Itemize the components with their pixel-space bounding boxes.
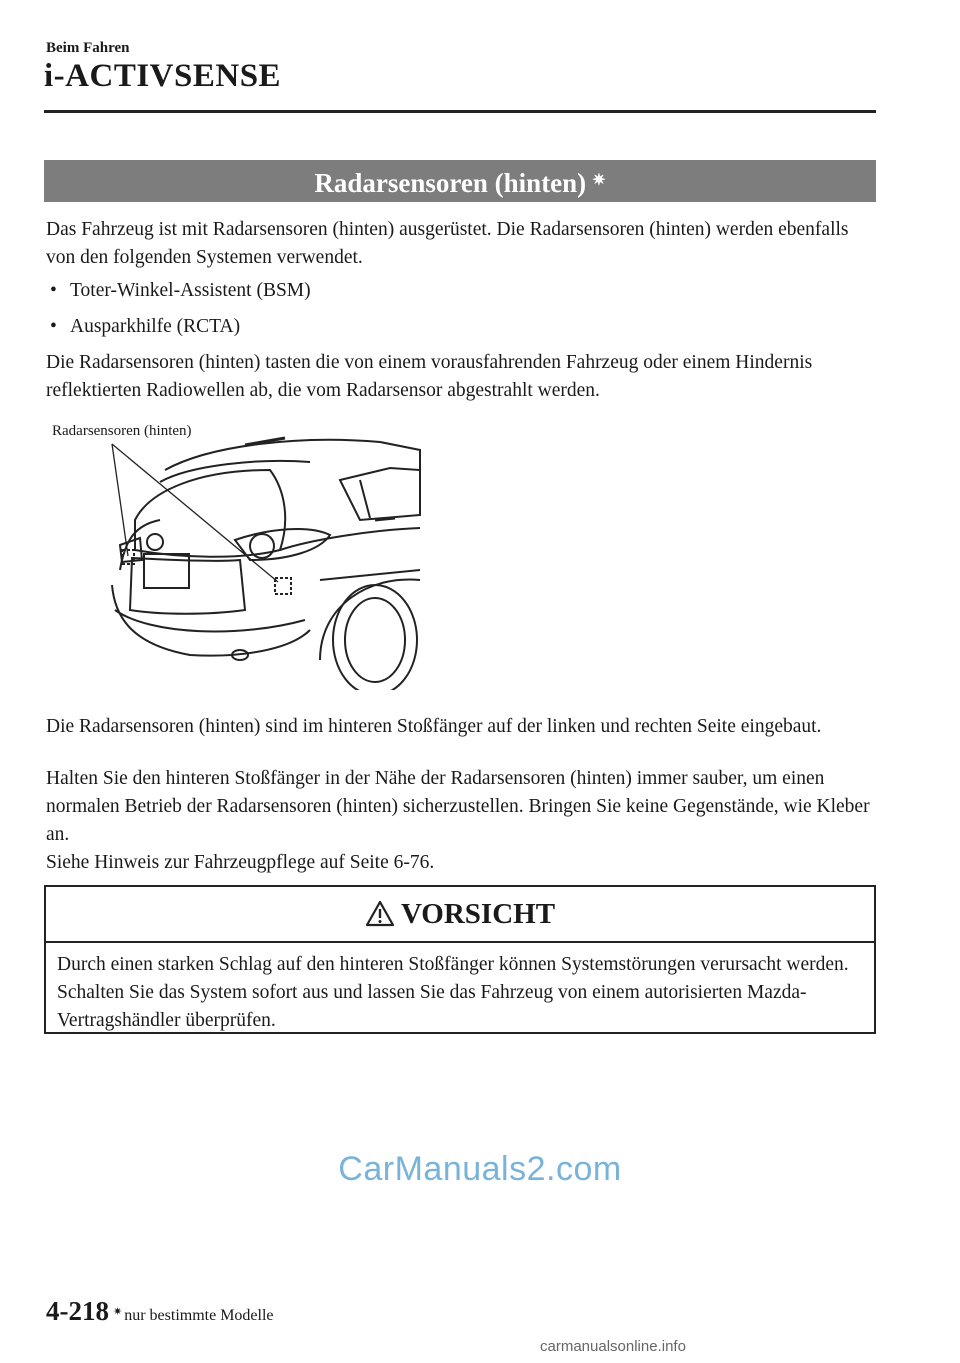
watermark: CarManuals2.com (338, 1150, 622, 1188)
rear-car-illustration (40, 410, 440, 690)
sensor-location-paragraph: Die Radarsensoren (hinten) sind im hinteren Stoßfänger auf der linken und rechten Seite eingebaut. (46, 716, 822, 737)
bullet-text: Ausparkhilfe (RCTA) (70, 316, 241, 337)
caution-box (44, 885, 876, 1034)
maintenance-paragraph: Halten Sie den hinteren Stoßfänger in der Nähe der Radarsensoren (hinten) immer sauber, um einen normalen Betrieb der Radarsensoren (hinten) sicherzustellen. Bringen Sie keine Gegenstände, wie Kleber an. (46, 768, 870, 845)
caution-text: Durch einen starken Schlag auf den hinteren Stoßfänger können Systemstörungen verursacht werden. Schalten Sie das System sofort aus und lassen Sie das Fahrzeug von einem autorisierten Mazda-Vertragshändler überprüfen. (57, 954, 849, 1031)
footnote-star-icon: ✷ (113, 1306, 123, 1318)
footnote-text: nur bestimmte Modelle (124, 1307, 274, 1324)
radar-description: Die Radarsensoren (hinten) tasten die von einem vorausfahrenden Fahrzeug oder einem Hindernis reflektierten Radiowellen ab, die vom Radarsensor abgestrahlt werden. (46, 352, 813, 401)
bullet-text: Toter-Winkel-Assistent (BSM) (70, 280, 311, 301)
page-number: 4-218 (46, 1296, 109, 1326)
header-rule (44, 110, 876, 113)
caution-title: VORSICHT (400, 898, 556, 930)
optional-star-icon: ✷ (592, 172, 606, 189)
bullet-item (50, 313, 240, 341)
figure-callout-label: Radarsensoren (hinten) (52, 423, 192, 439)
caution-header (46, 887, 874, 943)
bullet-icon: • (50, 316, 57, 337)
page-reference: Siehe Hinweis zur Fahrzeugpflege auf Seite 6-76. (46, 852, 435, 873)
section-heading (44, 160, 876, 202)
bullet-item (50, 277, 311, 305)
heading-title: Radarsensoren (hinten) (314, 168, 587, 198)
section-label: Beim Fahren (46, 40, 130, 56)
intro-paragraph: Das Fahrzeug ist mit Radarsensoren (hinten) ausgerüstet. Die Radarsensoren (hinten) werden ebenfalls von den folgenden Systemen verwendet. (46, 219, 849, 268)
warning-triangle-icon (365, 900, 395, 927)
footer-brand: carmanualsonline.info (540, 1338, 686, 1355)
footnote (113, 1305, 274, 1325)
chapter-title: i-ACTIVSENSE (44, 58, 282, 94)
bullet-icon: • (50, 280, 57, 301)
